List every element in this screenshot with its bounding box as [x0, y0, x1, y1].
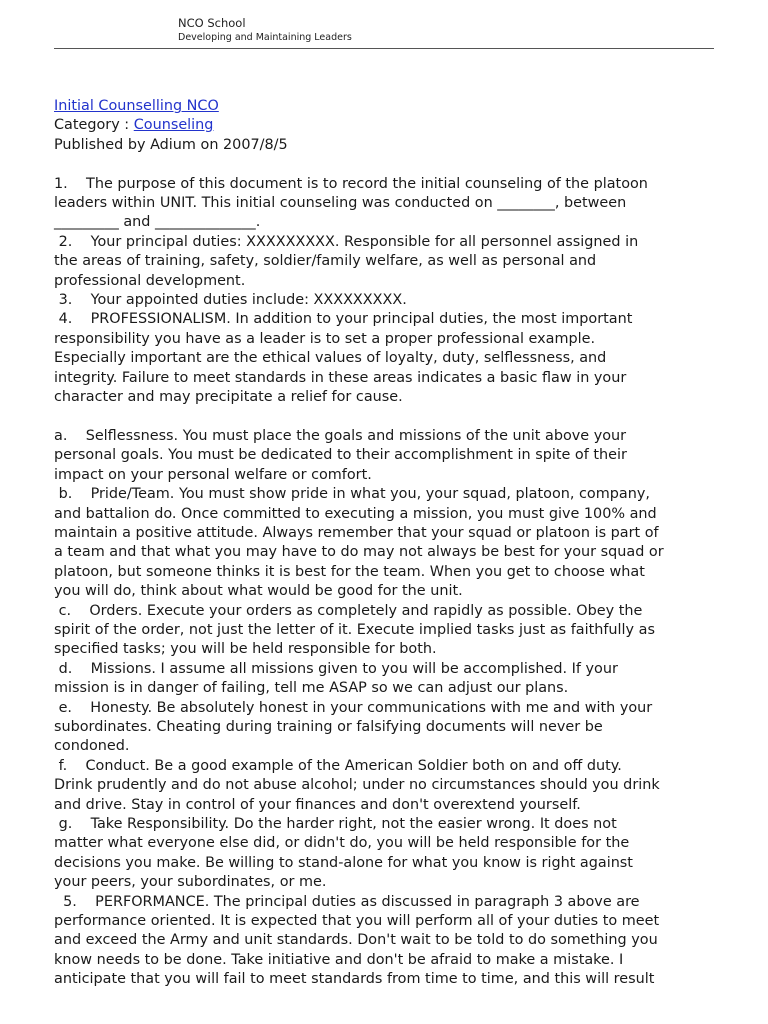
article-title-row [54, 97, 714, 116]
category-row [54, 116, 714, 135]
body-line: maintain a positive attitude. Always remember that your squad or platoon is part of [54, 524, 659, 541]
body-line: f. Conduct. Be a good example of the American Soldier both on and off duty. [54, 757, 622, 774]
body-line: and drive. Stay in control of your finances and don't overextend yourself. [54, 796, 581, 813]
body-line: you will do, think about what would be good for the unit. [54, 583, 463, 600]
body-line: leaders within UNIT. This initial counseling was conducted on ________, between [54, 195, 627, 212]
body-line: spirit of the order, not just the letter of it. Execute implied tasks just as faithfully as [54, 621, 655, 638]
body-line: personal goals. You must be dedicated to their accomplishment in spite of their [54, 447, 627, 464]
body-line: 3. Your appointed duties include: XXXXXXXXX. [54, 292, 407, 309]
site-name: NCO School [178, 16, 246, 30]
body-line: anticipate that you will fail to meet standards from time to time, and this will result [54, 971, 655, 988]
body-line: and battalion do. Once committed to executing a mission, you must give 100% and [54, 505, 657, 522]
body-line: 1. The purpose of this document is to record the initial counseling of the platoon [54, 175, 648, 192]
article-body [54, 175, 714, 990]
body-line: integrity. Failure to meet standards in these areas indicates a basic flaw in your [54, 369, 627, 386]
body-line: b. Pride/Team. You must show pride in what you, your squad, platoon, company, [54, 486, 650, 503]
body-line: performance oriented. It is expected that you will perform all of your duties to meet [54, 913, 660, 930]
body-line: a. Selflessness. You must place the goals and missions of the unit above your [54, 427, 627, 444]
body-line: impact on your personal welfare or comfort. [54, 466, 372, 483]
body-line: responsibility you have as a leader is to set a proper professional example. [54, 330, 596, 347]
body-line: g. Take Responsibility. Do the harder right, not the easier wrong. It does not [54, 816, 617, 832]
page-header [178, 16, 714, 45]
category-label: Category : [54, 117, 134, 134]
article-title-link[interactable]: Initial Counselling NCO [54, 98, 219, 114]
site-tagline: Developing and Maintaining Leaders [178, 32, 352, 43]
body-line: 4. PROFESSIONALISM. In addition to your principal duties, the most important [54, 311, 633, 328]
body-line: 5. PERFORMANCE. The principal duties as discussed in paragraph 3 above are [54, 893, 640, 910]
body-line: decisions you make. Be willing to stand-alone for what you know is right against [54, 854, 633, 871]
body-line: specified tasks; you will be held responsible for both. [54, 641, 437, 658]
body-line: know needs to be done. Take initiative and don't be afraid to make a mistake. I [54, 951, 624, 968]
body-line: platoon, but someone thinks it is best for the team. When you get to choose what [54, 563, 645, 580]
body-line: d. Missions. I assume all missions given to you will be accomplished. If your [54, 660, 618, 677]
body-line: Drink prudently and do not abuse alcohol; under no circumstances should you drink [54, 777, 660, 794]
published-info: Published by Adium on 2007/8/5 [54, 136, 288, 153]
body-line: c. Orders. Execute your orders as completely and rapidly as possible. Obey the [54, 602, 643, 619]
body-line: Especially important are the ethical values of loyalty, duty, selflessness, and [54, 350, 607, 367]
body-line: matter what everyone else did, or didn't do, you will be held responsible for the [54, 835, 630, 852]
spacer [54, 155, 714, 174]
body-line: mission is in danger of failing, tell me ASAP so we can adjust our plans. [54, 680, 569, 697]
body-line: condoned. [54, 738, 130, 755]
body-line: e. Honesty. Be absolutely honest in your communications with me and with your [54, 699, 653, 716]
blank-line [54, 407, 714, 426]
body-line: and exceed the Army and unit standards. Don't wait to be told to do something you [54, 932, 658, 949]
category-link[interactable]: Counseling [133, 117, 214, 134]
body-line: your peers, your subordinates, or me. [54, 874, 327, 891]
body-line: a team and that what you may have to do may not always be best for your squad or [54, 544, 664, 561]
body-line: professional development. [54, 272, 246, 289]
body-line: character and may precipitate a relief for cause. [54, 389, 403, 406]
header-divider [54, 48, 714, 49]
body-line: 2. Your principal duties: XXXXXXXXX. Responsible for all personnel assigned in [54, 233, 639, 250]
body-line: the areas of training, safety, soldier/family welfare, as well as personal and [54, 253, 597, 270]
body-line: subordinates. Cheating during training or falsifying documents will never be [54, 718, 603, 735]
body-line: _________ and ______________. [54, 214, 261, 231]
article-content [54, 97, 714, 990]
